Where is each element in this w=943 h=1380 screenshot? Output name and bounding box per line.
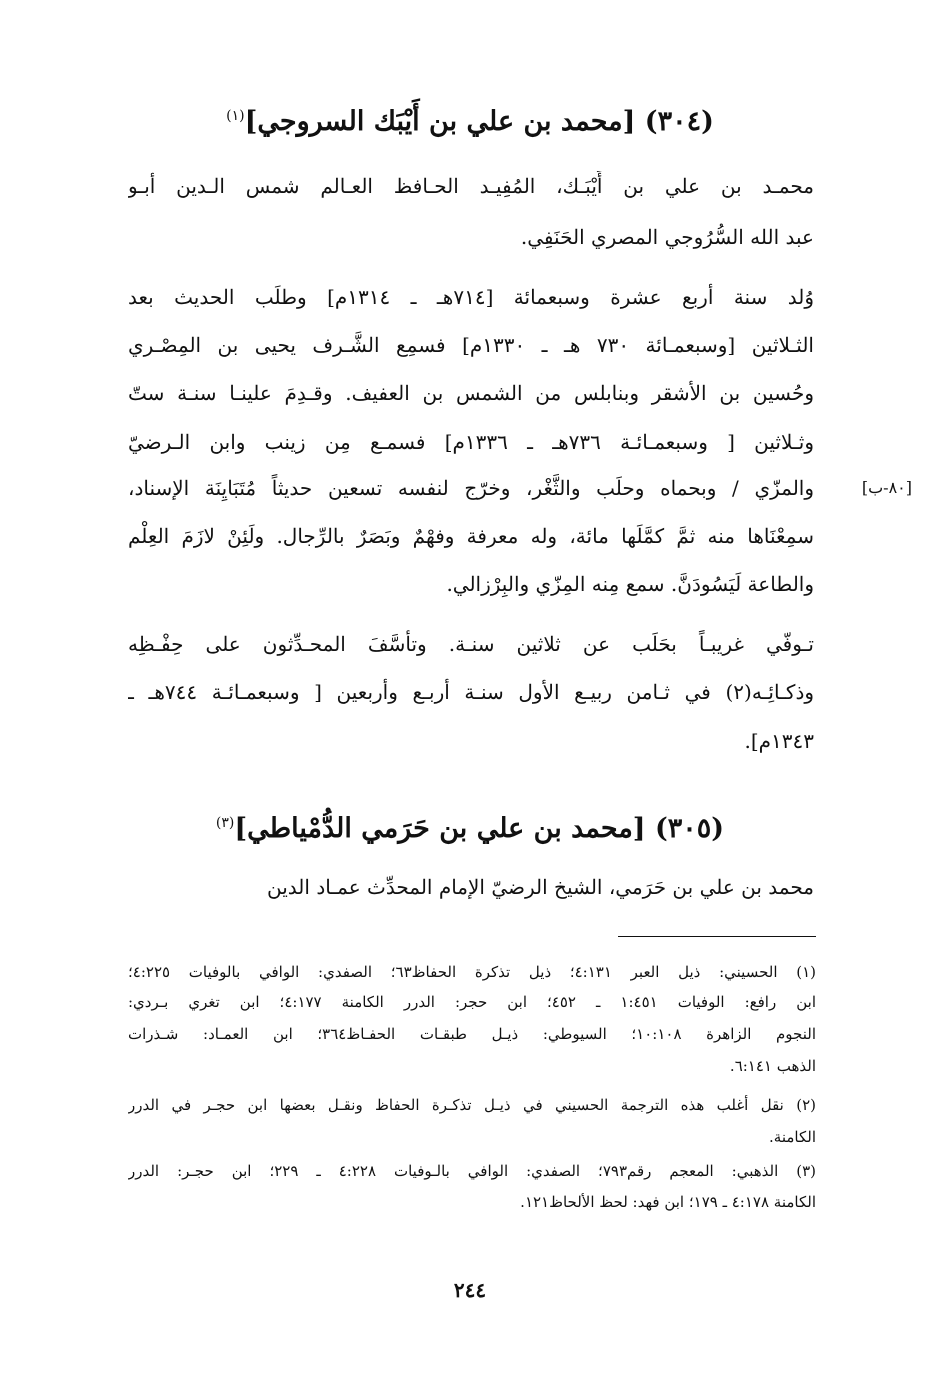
- footnote-line: الذهب ٦:١٤١.: [729, 1057, 816, 1075]
- text-line: وذكـائِـه(٢) في ثـامن ربيـع الأول سنـة أربـع وأربعين [ وسبعمـائـة ٧٤٤هـ ـ: [128, 680, 814, 704]
- text-line: والطاعة لَيَسُودَنَّ. سمع مِنه المِزّي والبِرْزالي.: [446, 572, 814, 596]
- footnote-line: (٣) الذهبي: المعجم رقم٧٩٣؛ الصفدي: الوافي بالـوفيات ٤:٢٢٨ ـ ٢٢٩؛ ابن حجـر: الدرر: [128, 1162, 816, 1180]
- footnote-line: (٢) نقل أغلب هذه الترجمة الحسيني في ذيـل تذكـرة الحفاظ ونقـل بعضها ابن حجـر في الدرر: [128, 1096, 816, 1114]
- page-number: ٢٤٤: [453, 1278, 487, 1302]
- entry-305-heading-text: (٣٠٥) [محمد بن علي بن حَرَمي الدُّمْياطي]: [234, 813, 725, 844]
- footnote-line: الكامنة ٤:١٧٨ ـ ١٧٩؛ ابن فهد: لحظ الألحاظ١٢١.: [520, 1193, 816, 1211]
- footnote-ref-1: (١): [226, 108, 245, 124]
- text-line: وُلد سنة أربع عشرة وسبعمائة [٧١٤هـ ـ ١٣١٤م] وطلَب الحديث بعد: [128, 285, 814, 309]
- footnote-line: النجوم الزاهرة ١٠:١٠٨؛ السيوطي: ذيـل طبقـات الحفـاظ٣٦٤؛ ابن العمـاد: شـذرات: [128, 1025, 816, 1043]
- text-line: تـوفّي غريبـاً بحَلَب عن ثلاثين سنـة. وتأسَّفَ المحـدِّثون على حِفْـظِه: [128, 632, 814, 656]
- footnote-line: (١) الحسيني: ذيل العبر ٤:١٣١؛ ذيل تذكرة الحفاظ٦٣؛ الصفدي: الوافي بالوفيات ٤:٢٢٥؛: [128, 963, 816, 981]
- text-line: عبد الله السُّرُوجي المصري الحَنَفِي.: [520, 225, 814, 249]
- footnote-line: الكامنة.: [769, 1128, 816, 1146]
- entry-305-heading: [120, 803, 820, 849]
- entry-304-heading-text: (٣٠٤) [محمد بن علي بن أَيْبَك السروجي]: [244, 106, 714, 137]
- text-line: وثـلاثين [ وسبعمـائـة ٧٣٦هـ ـ ١٣٣٦م] فسمـع مِن زينب وابن الـرضيّ: [128, 430, 814, 454]
- text-line: ١٣٤٣م].: [744, 729, 814, 753]
- manuscript-folio-marker: [٨٠-ب]: [861, 478, 912, 497]
- text-line: والمزّي / وبحماه وحلَب والثَّغْر، وخرّج لنفسه تسعين حديثاً مُتَبَايِنَة الإسناد،: [128, 476, 814, 500]
- text-line: وحُسين بن الأشقر وبنابلس من الشمس بن العفيف. وقـدِمَ علينـا سنـة ستّ: [128, 381, 814, 405]
- text-line: الثـلاثين [وسبعمـائة ٧٣٠ هـ ـ ١٣٣٠م] فسمِع الشَّـرف يحيى بن المِصْـري: [128, 333, 814, 357]
- text-line: محمـد بن علي بن أَيْبَـك، المُفِيـد الحـافظ العـالم شمس الـدين أبـو: [128, 174, 814, 198]
- text-line: سمِعْنَاها منه ثمَّ كمَّلَها مائة، وله معرفة وفهْمٌ وبَصَرٌ بالرِّجال. ولَئِنْ لازَمَ العِلْم: [128, 524, 814, 548]
- footnote-divider: [618, 936, 816, 937]
- footnote-ref-3: (٣): [215, 815, 235, 831]
- entry-304-heading: [120, 96, 820, 142]
- footnote-line: ابن رافع: الوفيات ١:٤٥١ ـ ٤٥٢؛ ابن حجر: الدرر الكامنة ٤:١٧٧؛ ابن تغري بـردي:: [128, 993, 816, 1011]
- text-line: محمد بن علي بن حَرَمي، الشيخ الرضيّ الإمام المحدِّث عمـاد الدين: [267, 875, 814, 899]
